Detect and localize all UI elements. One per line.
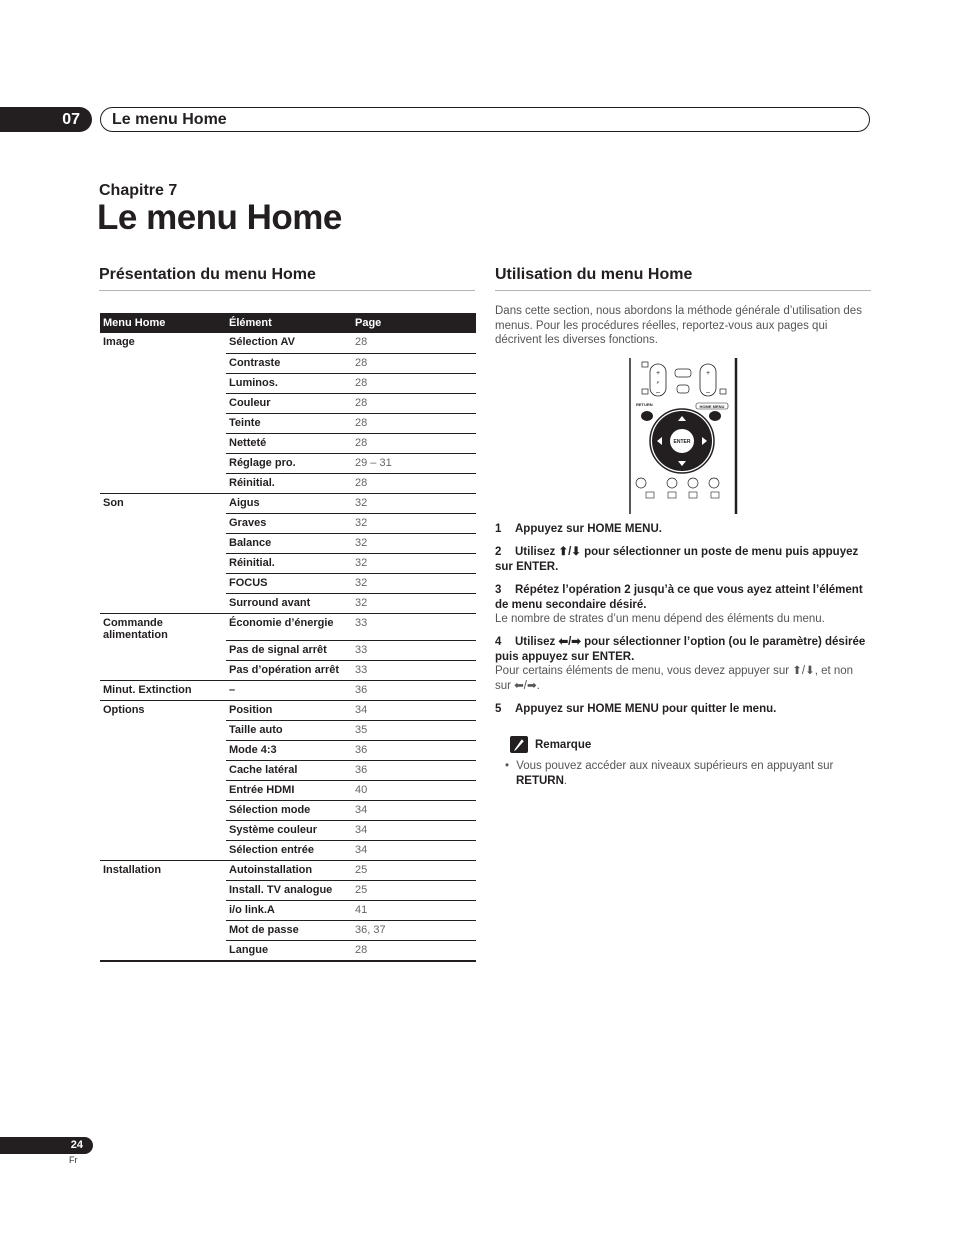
menu-page-cell: 25 <box>352 861 476 881</box>
menu-element-cell: Contraste <box>226 353 352 373</box>
chapter-header-title: Le menu Home <box>112 111 227 128</box>
menu-category-cell <box>100 921 226 941</box>
menu-page-cell: 32 <box>352 533 476 553</box>
menu-page-cell: 40 <box>352 781 476 801</box>
step-4-text: Utilisez ⬅/➡ pour sélectionner l’option (ou le paramètre) désirée puis appuyez sur ENTER. <box>495 636 866 663</box>
menu-page-cell: 34 <box>352 841 476 861</box>
column-header-page: Page <box>352 313 476 333</box>
table-row <box>100 641 476 661</box>
menu-category-cell <box>100 533 226 553</box>
menu-page-cell: 34 <box>352 801 476 821</box>
table-row <box>100 553 476 573</box>
remark-bullet: • <box>505 760 510 772</box>
menu-element-cell: Pas d’opération arrêt <box>226 661 352 681</box>
menu-category-cell <box>100 393 226 413</box>
menu-page-cell: 36 <box>352 761 476 781</box>
table-row <box>100 493 476 513</box>
table-row <box>100 801 476 821</box>
intro-paragraph: Dans cette section, nous abordons la méthode générale d’utilisation des menus. Pour les procédures réelles, reportez-vous aux pages qui décrivent les diverses fonctions. <box>495 305 862 346</box>
menu-page-cell: 28 <box>352 941 476 961</box>
menu-category-cell <box>100 433 226 453</box>
table-row <box>100 681 476 701</box>
menu-page-cell: 33 <box>352 641 476 661</box>
page-number: 24 <box>0 1137 93 1154</box>
menu-category-cell <box>100 801 226 821</box>
menu-category-cell <box>100 553 226 573</box>
svg-text:+: + <box>705 370 711 377</box>
table-row <box>100 373 476 393</box>
menu-category-cell: Son <box>103 496 124 509</box>
menu-category-cell <box>100 741 226 761</box>
table-row <box>100 661 476 681</box>
menu-category-cell <box>100 473 226 493</box>
table-row <box>100 741 476 761</box>
menu-page-cell: 34 <box>352 701 476 721</box>
table-row <box>100 533 476 553</box>
table-row <box>100 413 476 433</box>
menu-page-cell: 35 <box>352 721 476 741</box>
menu-category-cell: Installation <box>103 864 162 876</box>
step-1-text: Appuyez sur HOME MENU. <box>515 523 662 535</box>
chapter-number-tab: 07 <box>0 107 92 132</box>
menu-page-cell: 36 <box>352 681 476 701</box>
menu-element-cell: Langue <box>226 941 352 961</box>
menu-element-cell: Teinte <box>226 413 352 433</box>
menu-category-cell <box>100 593 226 613</box>
remote-return-button <box>641 411 653 421</box>
remote-return-label: RETURN <box>636 402 653 407</box>
left-section-rule <box>99 290 475 291</box>
menu-element-cell: Graves <box>226 513 352 533</box>
menu-category-cell <box>100 941 226 961</box>
menu-element-cell: Sélection AV <box>226 333 352 353</box>
menu-element-cell: Pas de signal arrêt <box>226 641 352 661</box>
menu-element-cell: Position <box>226 701 352 721</box>
menu-category-cell <box>100 841 226 861</box>
table-body <box>100 333 476 961</box>
table-row <box>100 841 476 861</box>
menu-category-cell <box>100 453 226 473</box>
menu-page-cell: 28 <box>352 413 476 433</box>
table-row <box>100 781 476 801</box>
menu-element-cell: – <box>226 681 352 701</box>
menu-category-cell: Options <box>103 704 145 716</box>
menu-page-cell: 28 <box>352 333 476 353</box>
table-row <box>100 573 476 593</box>
page-title: Le menu Home <box>97 198 342 237</box>
step-3 <box>495 583 870 627</box>
menu-category-cell: Commande alimentation <box>103 616 168 641</box>
table-row <box>100 353 476 373</box>
menu-element-cell: Sélection mode <box>226 801 352 821</box>
column-header-menu: Menu Home <box>100 313 226 333</box>
remark-pencil-icon <box>510 736 528 753</box>
menu-page-cell: 28 <box>352 373 476 393</box>
table-row <box>100 593 476 613</box>
menu-page-cell: 32 <box>352 493 476 513</box>
menu-element-cell: Réinitial. <box>226 553 352 573</box>
menu-page-cell: 28 <box>352 433 476 453</box>
menu-element-cell: Couleur <box>226 393 352 413</box>
svg-text:–: – <box>706 389 710 396</box>
remote-control-illustration <box>626 358 740 514</box>
step-4 <box>495 635 870 693</box>
table-row <box>100 861 476 881</box>
menu-category-cell: Minut. Extinction <box>100 681 226 701</box>
menu-page-cell: 32 <box>352 513 476 533</box>
menu-element-cell: Autoinstallation <box>226 861 352 881</box>
menu-page-cell: 36 <box>352 741 476 761</box>
menu-element-cell: Mot de passe <box>226 921 352 941</box>
menu-category-cell <box>100 413 226 433</box>
table-row <box>100 453 476 473</box>
menu-element-cell: Balance <box>226 533 352 553</box>
menu-page-cell: 25 <box>352 881 476 901</box>
menu-element-cell: Réinitial. <box>226 473 352 493</box>
menu-element-cell: Luminos. <box>226 373 352 393</box>
step-4-note: Pour certains éléments de menu, vous devez appuyer sur ⬆/⬇, et non sur ⬅/➡. <box>495 665 854 692</box>
menu-page-cell: 34 <box>352 821 476 841</box>
remark-return-bold: RETURN <box>516 774 564 787</box>
right-section-rule <box>495 290 871 291</box>
step-4-number: 4 <box>495 636 502 648</box>
remark-text: Vous pouvez accéder aux niveaux supérieurs en appuyant sur <box>516 760 834 772</box>
menu-element-cell: Économie d’énergie <box>226 613 352 641</box>
menu-element-cell: Réglage pro. <box>226 453 352 473</box>
step-1-number: 1 <box>495 523 502 535</box>
column-header-element: Élément <box>226 313 352 333</box>
step-3-number: 3 <box>495 584 502 596</box>
menu-page-cell: 28 <box>352 353 476 373</box>
step-5-text: Appuyez sur HOME MENU pour quitter le menu. <box>515 703 777 715</box>
svg-text:+: + <box>655 370 661 377</box>
menu-page-cell: 28 <box>352 393 476 413</box>
menu-category-cell <box>100 881 226 901</box>
table-row <box>100 393 476 413</box>
step-5-number: 5 <box>495 703 502 715</box>
right-section-heading: Utilisation du menu Home <box>495 266 693 283</box>
menu-category-cell <box>100 513 226 533</box>
menu-category-cell <box>100 661 226 681</box>
left-section-heading: Présentation du menu Home <box>99 266 316 283</box>
remark-end: . <box>563 774 568 787</box>
table-row <box>100 761 476 781</box>
menu-category-cell <box>100 901 226 921</box>
menu-category-cell <box>100 353 226 373</box>
menu-element-cell: Sélection entrée <box>226 841 352 861</box>
menu-element-cell: Mode 4:3 <box>226 741 352 761</box>
menu-element-cell: Netteté <box>226 433 352 453</box>
menu-page-cell: 28 <box>352 473 476 493</box>
menu-element-cell: Entrée HDMI <box>226 781 352 801</box>
menu-page-cell: 41 <box>352 901 476 921</box>
menu-element-cell: i/o link.A <box>226 901 352 921</box>
table-row <box>100 901 476 921</box>
menu-category-cell: Image <box>103 336 135 348</box>
menu-page-cell: 32 <box>352 573 476 593</box>
menu-element-cell: Install. TV analogue <box>226 881 352 901</box>
remote-enter-label: ENTER <box>673 439 691 445</box>
menu-page-cell: 32 <box>352 553 476 573</box>
table-row <box>100 613 476 641</box>
menu-category-cell <box>100 373 226 393</box>
remote-p-label: P <box>656 380 660 385</box>
language-code: Fr <box>69 1155 78 1165</box>
menu-category-cell <box>100 721 226 741</box>
chapter-label: Chapitre 7 <box>99 182 178 199</box>
step-2 <box>495 545 870 574</box>
menu-element-cell: Surround avant <box>226 593 352 613</box>
table-row <box>100 881 476 901</box>
remote-home-menu-button <box>709 411 721 421</box>
remark-bullet-item <box>505 759 870 788</box>
remark-title: Remarque <box>535 739 592 751</box>
menu-page-cell: 33 <box>352 613 476 641</box>
menu-category-cell <box>100 781 226 801</box>
menu-element-cell: Aigus <box>226 493 352 513</box>
table-row <box>100 721 476 741</box>
svg-text:–: – <box>656 389 660 396</box>
menu-page-cell: 29 – 31 <box>352 453 476 473</box>
step-2-number: 2 <box>495 546 502 558</box>
menu-page-cell: 32 <box>352 593 476 613</box>
menu-element-cell: FOCUS <box>226 573 352 593</box>
menu-element-cell: Taille auto <box>226 721 352 741</box>
table-row <box>100 921 476 941</box>
menu-category-cell <box>100 573 226 593</box>
menu-page-cell: 33 <box>352 661 476 681</box>
table-row <box>100 821 476 841</box>
step-3-text: Répétez l’opération 2 jusqu’à ce que vous ayez atteint l’élément de menu secondaire désiré. <box>495 584 863 611</box>
menu-category-cell <box>100 761 226 781</box>
table-row <box>100 701 476 721</box>
step-1 <box>495 522 870 537</box>
table-row <box>100 333 476 353</box>
menu-page-cell: 36, 37 <box>352 921 476 941</box>
table-row <box>100 433 476 453</box>
step-2-text: Utilisez ⬆/⬇ pour sélectionner un poste de menu puis appuyez sur ENTER. <box>495 546 859 573</box>
step-3-note: Le nombre de strates d’un menu dépend des éléments du menu. <box>495 613 825 625</box>
table-row <box>100 941 476 961</box>
menu-element-cell: Système couleur <box>226 821 352 841</box>
table-row <box>100 513 476 533</box>
step-5 <box>495 702 870 717</box>
remote-home-menu-label: HOME MENU <box>699 404 725 409</box>
home-menu-table <box>100 313 476 962</box>
menu-element-cell: Cache latéral <box>226 761 352 781</box>
menu-category-cell <box>100 641 226 661</box>
table-row <box>100 473 476 493</box>
menu-category-cell <box>100 821 226 841</box>
table-header-row <box>100 313 476 333</box>
